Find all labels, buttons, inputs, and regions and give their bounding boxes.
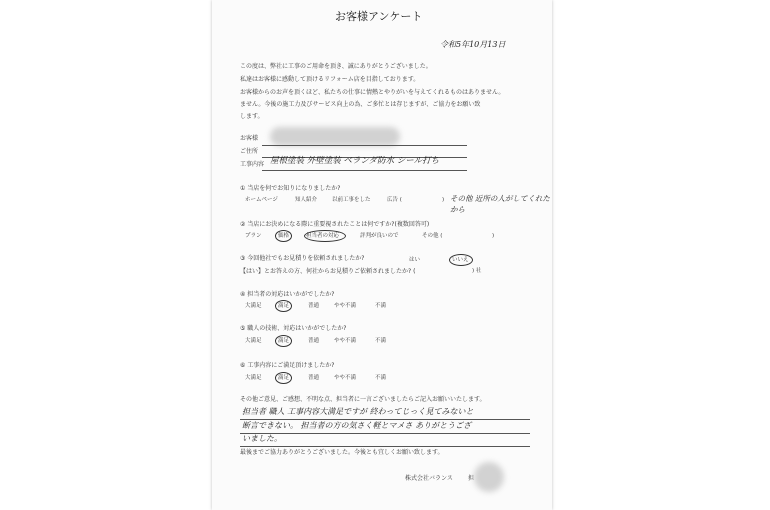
- intro-line: します。: [240, 113, 264, 120]
- option: 広告 (: [387, 197, 402, 203]
- option: 不満: [375, 375, 387, 381]
- option: 満足: [278, 303, 290, 309]
- option: 不満: [375, 338, 387, 344]
- question-1: ① 当店を何でお知りになりましたか?: [240, 185, 341, 192]
- option: 担当者の対応: [306, 233, 340, 239]
- option: その他 (: [422, 233, 443, 239]
- handwritten-work: 屋根塗装 外壁塗装 ベランダ防水 シール打ち: [270, 156, 440, 166]
- question-6: ⑥ 工事内容にご満足頂けましたか?: [240, 362, 335, 369]
- name-underline: [262, 145, 467, 146]
- intro-line: 私達はお客様に感動して頂けるリフォーム店を目指しております。: [240, 76, 420, 83]
- intro-line: お客様からのお声を頂くほど、私たちの仕事に情熱とやりがいを与えてくれるものはありません。: [240, 89, 505, 96]
- option: 普通: [308, 338, 320, 344]
- option: やや不満: [334, 375, 357, 381]
- option: 普通: [308, 303, 320, 309]
- staff-label: 担: [468, 475, 475, 482]
- option: 価格: [278, 233, 290, 239]
- intro-line: ません。今後の施工力及びサービス向上の為、ご多忙とは存じますが、ご協力をお願い致: [240, 101, 481, 108]
- handwritten-comment: 担当者 職人 工事内容大満足ですが 終わってじっく見てみないと: [242, 407, 474, 416]
- page-title: お客様アンケート: [335, 10, 423, 23]
- redacted-stamp: [474, 462, 504, 492]
- question-2: ② 当店にお決めになる際に重要視されたことは何ですか?(複数回答可): [240, 221, 430, 228]
- closing-text: 最後までご協力ありがとうございました。今後とも宜しくお願い致します。: [240, 449, 444, 456]
- handwritten-comment: 断言できない。 担当者の方の気さく軽とマメさ ありがとうござ: [242, 421, 472, 430]
- option: 評判が良いので: [360, 233, 399, 239]
- option: いいえ: [452, 257, 469, 263]
- answer-circle: [304, 230, 346, 242]
- answer-circle: [449, 254, 473, 266]
- question-3-sub: 【はい】とお答えの方、何社からお見積りご依頼されましたか? (: [240, 268, 416, 275]
- option: 大満足: [245, 375, 262, 381]
- handwritten-answer: その他 近所の人がしてくれたから: [450, 194, 550, 214]
- comment-underline: [240, 446, 530, 447]
- survey-sheet: [212, 0, 552, 510]
- work-label: 工事内容: [240, 161, 265, 168]
- work-underline: [262, 170, 467, 171]
- comment-underline: [240, 433, 530, 434]
- answer-circle: [275, 230, 292, 242]
- option: 大満足: [245, 338, 262, 344]
- option: やや不満: [334, 303, 357, 309]
- option: ホームページ: [245, 197, 278, 203]
- option: プラン: [245, 233, 262, 239]
- option: 普通: [308, 375, 320, 381]
- company-name: 株式会社バランス: [405, 475, 453, 482]
- option: 不満: [375, 303, 387, 309]
- option: ): [492, 233, 495, 239]
- handwritten-date: 令和5年10月13日: [440, 40, 506, 49]
- option: はい: [409, 257, 421, 263]
- comment-underline: [240, 419, 530, 420]
- redacted-name: [270, 127, 400, 146]
- answer-circle: [275, 372, 292, 384]
- option: 満足: [278, 338, 290, 344]
- intro-line: この度は、弊社に工事のご用命を頂き、誠にありがとうございました。: [240, 63, 432, 70]
- question-5: ⑤ 職人の技術、対応はいかがでしたか?: [240, 325, 347, 332]
- option: ) 社: [472, 268, 482, 274]
- option: 知人紹介: [295, 197, 318, 203]
- question-4: ④ 担当者の対応はいかがでしたか?: [240, 291, 335, 298]
- option: やや不満: [334, 338, 357, 344]
- option: 満足: [278, 375, 290, 381]
- answer-circle: [275, 300, 292, 312]
- address-label: ご住所: [240, 148, 259, 155]
- answer-circle: [275, 335, 292, 347]
- comment-prompt: その他ご意見、ご感想、不明な点、担当者に一言ございましたらご記入お願いいたします。: [240, 396, 486, 403]
- option: 大満足: [245, 303, 262, 309]
- handwritten-comment: いました。: [242, 434, 282, 443]
- name-label: お客様: [240, 135, 259, 142]
- option: ): [442, 197, 445, 203]
- option: 以前工事をした: [332, 197, 371, 203]
- question-3: ③ 今回他社でもお見積りを依頼されましたか?: [240, 255, 365, 262]
